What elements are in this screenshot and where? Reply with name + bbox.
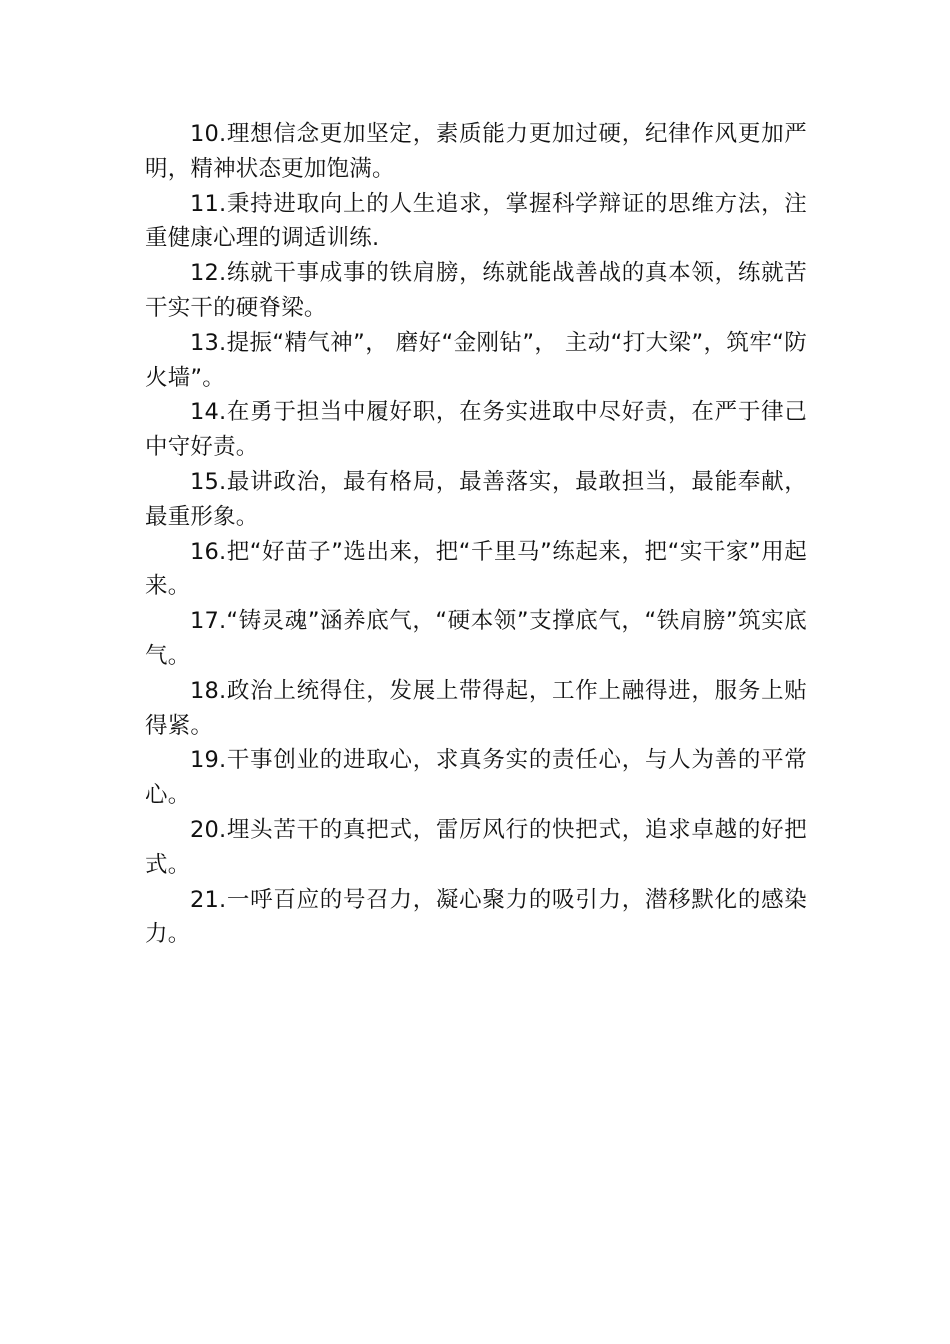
paragraph-17: 17.“铸灵魂”涵养底气，“硬本领”支撑底气，“铁肩膀”筑实底气。 <box>145 608 807 669</box>
paragraph-16: 16.把“好苗子”选出来，把“千里马”练起来，把“实干家”用起来。 <box>145 538 807 600</box>
paragraph-11: 11.秉持进取向上的人生追求，掌握科学辩证的思维方法，注重健康心理的调适训练. <box>145 190 807 252</box>
paragraph-12: 12.练就干事成事的铁肩膀，练就能战善战的真本领，练就苦干实干的硬脊梁。 <box>145 260 807 321</box>
paragraph-19: 19.干事创业的进取心，求真务实的责任心，与人为善的平常心。 <box>145 747 807 809</box>
paragraph-18: 18.政治上统得住，发展上带得起，工作上融得进，服务上贴得紧。 <box>145 677 807 739</box>
paragraph-15: 15.最讲政治，最有格局，最善落实，最敢担当，最能奉献，最重形象。 <box>145 468 807 530</box>
paragraph-13: 13.提振“精气神”， 磨好“金刚钻”， 主动“打大梁”，筑牢“防火墙”。 <box>145 329 807 391</box>
paragraph-10: 10.理想信念更加坚定，素质能力更加过硬，纪律作风更加严明，精神状态更加饱满。 <box>145 121 807 182</box>
paragraph-20: 20.埋头苦干的真把式，雷厉风行的快把式，追求卓越的好把式。 <box>145 816 807 878</box>
paragraph-14: 14.在勇于担当中履好职，在务实进取中尽好责，在严于律己中守好责。 <box>145 399 807 461</box>
document-body <box>145 117 807 952</box>
paragraph-21: 21.一呼百应的号召力，凝心聚力的吸引力，潜移默化的感染力。 <box>145 886 807 948</box>
